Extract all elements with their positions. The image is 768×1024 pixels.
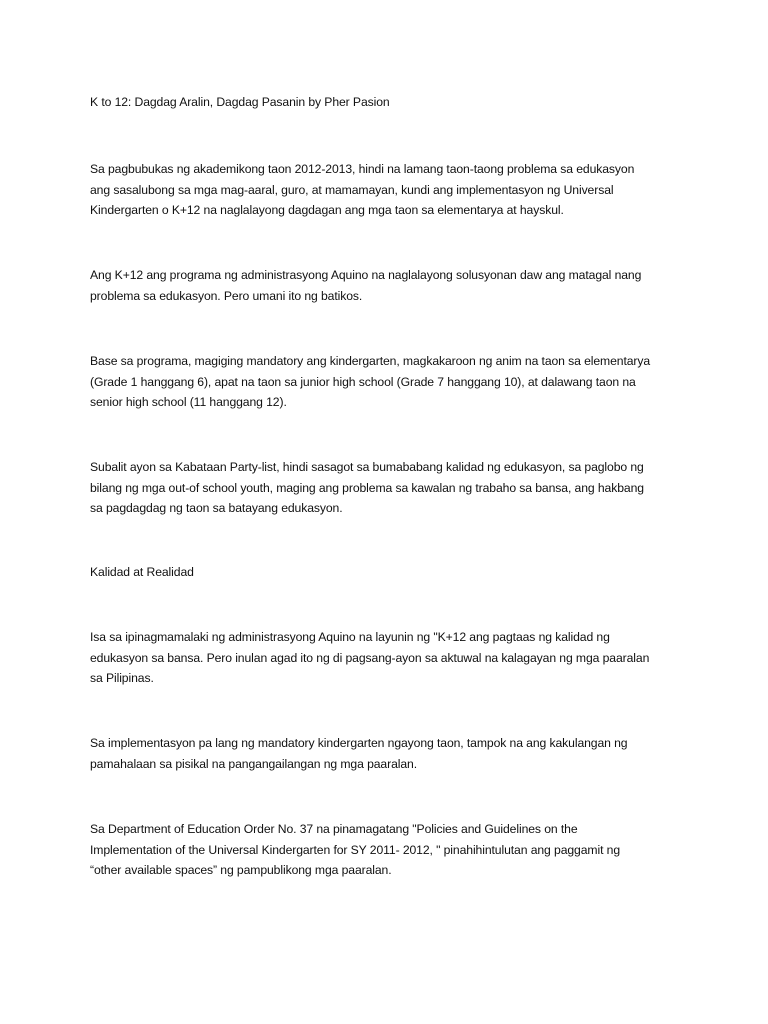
- paragraph-deped-order: Sa Department of Education Order No. 37 na pinamagatang "Policies and Guidelines on the Implementation of the Universal Kindergarten for SY 2011- 2012, " pinahihintulutan ang paggamit ng “other available spaces” ng pampublikong mga paaralan.: [90, 822, 620, 878]
- section-heading: Kalidad at Realidad: [90, 565, 194, 579]
- document-title: K to 12: Dagdag Aralin, Dagdag Pasanin by Pher Pasion: [90, 95, 390, 109]
- paragraph-intro: Sa pagbubukas ng akademikong taon 2012-2013, hindi na lamang taon-taong problema sa edukasyon ang sasalubong sa mga mag-aaral, guro, at mamamayan, kundi ang implementasyon ng Universal Kindergarten o K+12 na naglalayong dagdagan ang mga taon sa elementarya at hayskul.: [90, 162, 635, 218]
- paragraph-quality: Isa sa ipinagmamalaki ng administrasyong Aquino na layunin ng "K+12 ang pagtaas ng kalidad ng edukasyon sa bansa. Pero inulan agad ito ng di pagsang-ayon sa aktuwal na kalagayan ng mga paaralan sa Pilipinas.: [90, 630, 650, 686]
- paragraph-structure: Base sa programa, magiging mandatory ang kindergarten, magkakaroon ng anim na taon sa elementarya (Grade 1 hanggang 6), apat na taon sa junior high school (Grade 7 hanggang 10), at dalawang taon na senior high school (11 hanggang 12).: [90, 354, 651, 410]
- paragraph-program: Ang K+12 ang programa ng administrasyong Aquino na naglalayong solusyonan daw ang matagal nang problema sa edukasyon. Pero umani ito ng batikos.: [90, 268, 642, 303]
- paragraph-kabataan: Subalit ayon sa Kabataan Party-list, hindi sasagot sa bumababang kalidad ng edukasyon, sa paglobo ng bilang ng mga out-of school youth, maging ang problema sa kawalan ng trabaho sa bansa, ang hakbang sa pagdagdag ng taon sa batayang edukasyon.: [90, 460, 644, 516]
- paragraph-kindergarten: Sa implementasyon pa lang ng mandatory kindergarten ngayong taon, tampok na ang kakulangan ng pamahalaan sa pisikal na pangangailangan ng mga paaralan.: [90, 736, 628, 771]
